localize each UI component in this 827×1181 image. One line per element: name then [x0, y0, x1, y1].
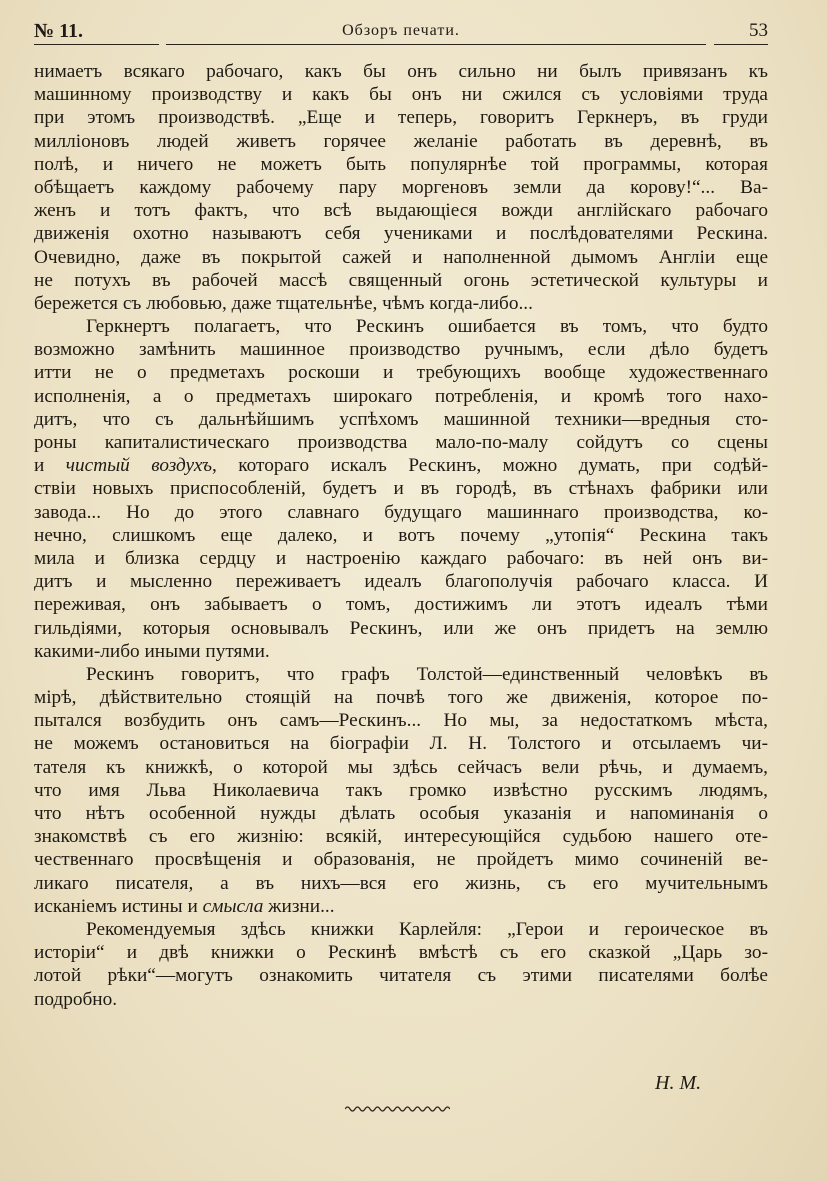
text-line: нимаетъ всякаго рабочаго, какъ бы онъ сильно ни былъ привязанъ къ — [34, 61, 768, 82]
text-line: исполненія, а о предметахъ широкаго потребленія, и кромѣ того нахо- — [34, 385, 768, 407]
text-line: пытался возбудить онъ самъ—Рескинъ... Но мы, за недостаткомъ мѣста, — [34, 710, 768, 732]
text-line: Рескинъ говоритъ, что графъ Толстой—единственный человѣкъ въ — [86, 663, 768, 685]
text-line: дитъ и мысленно переживаетъ идеалъ благополучія рабочаго класса. И — [34, 571, 768, 593]
author-signature: Н. М. — [655, 1072, 702, 1094]
text-line: полѣ, и ничего не можетъ быть популярнѣе той программы, которая — [34, 153, 768, 175]
text-line: Рекомендуемыя здѣсь книжки Карлейля: „Герои и героическое въ — [86, 918, 768, 940]
text-line: не потухъ въ рабочей массѣ священный огонь эстетической культуры и — [34, 269, 768, 291]
text-line: подробно. — [34, 988, 118, 1010]
wavy-ornament-divider — [345, 1104, 450, 1114]
text-line: ствіи новыхъ приспособленій, будетъ и въ городѣ, въ стѣнахъ фабрики или — [34, 478, 768, 500]
text-line: милліоновъ людей живетъ горячее желаніе работать въ деревнѣ, въ — [34, 130, 768, 152]
text-line: ликаго писателя, а въ нихъ—вся его жизнь, съ его мучительнымъ — [34, 872, 768, 894]
header-rule-center — [166, 44, 706, 45]
text-line: тателя къ книжкѣ, о которой мы здѣсь сейчасъ вели рѣчь, и думаемъ, — [34, 756, 768, 778]
text-line: гильдіями, которыя основывалъ Рескинъ, или же онъ придетъ на землю — [34, 617, 768, 639]
text-line: роны капиталистическаго производства мало-по-малу сойдутъ со сцены — [34, 432, 768, 453]
text-line: нечно, слишкомъ еще далеко, и вотъ почему „утопія“ Рескина такъ — [34, 524, 768, 546]
header-rule-right — [714, 44, 768, 45]
text-line: итти не о предметахъ роскоши и требующихъ вообще художественнаго — [34, 362, 768, 384]
text-line: чественнаго просвѣщенія и образованія, не пройдетъ мимо сочиненій ве- — [34, 849, 768, 871]
text-line: завода... Но до этого славнаго будущаго машиннаго производства, ко- — [34, 501, 768, 523]
text-line: возможно замѣнить машинное производство ручнымъ, если дѣло будетъ — [34, 339, 768, 361]
text-line: что имя Льва Николаевича такъ громко извѣстно русскимъ людямъ, — [34, 779, 768, 801]
text-line: женъ и тотъ фактъ, что всѣ выдающіеся вожди англійскаго рабочаго — [34, 200, 768, 222]
text-line: машинному производству и какъ бы онъ ни сжился съ условіями труда — [34, 84, 768, 106]
text-line: не можемъ остановиться на біографіи Л. Н. Толстого и отсылаемъ чи- — [34, 733, 768, 755]
issue-number: № 11. — [34, 20, 83, 42]
text-line: мила и близка сердцу и настроенію каждаго рабочаго: въ ней онъ ви- — [34, 547, 768, 569]
text-line: лотой рѣки“—могутъ ознакомить читателя съ этими писателями болѣе — [34, 965, 768, 987]
text-line: дитъ, что съ дальнѣйшимъ успѣхомъ машинной техники—вредныя сто- — [34, 408, 768, 430]
text-line: исторіи“ и двѣ книжки о Рескинѣ вмѣстѣ съ его сказкой „Царь зо- — [34, 942, 768, 964]
page-number: 53 — [749, 20, 768, 41]
text-line: при этомъ производствѣ. „Еще и теперь, говоритъ Геркнеръ, въ груди — [34, 107, 768, 129]
text-line: знакомствѣ съ его жизнію: всякій, интересующійся судьбою нашего оте- — [34, 826, 768, 848]
text-line: и чистый воздухъ, котораго искалъ Рескинъ, можно думать, при содѣй- — [34, 455, 768, 477]
header-rule-left — [34, 44, 159, 45]
text-line: Очевидно, даже въ покрытой сажей и наполненной дымомъ Англіи еще — [34, 246, 768, 268]
page-header — [34, 20, 768, 46]
text-line: переживая, онъ забываетъ о томъ, достижимъ ли этотъ идеалъ тѣми — [34, 594, 768, 616]
text-line: что нѣтъ особенной нужды дѣлать особыя указанія и напоминанія о — [34, 803, 768, 824]
text-line: движенія охотно называютъ себя учениками и послѣдователями Рескина. — [34, 223, 768, 245]
article-text — [34, 60, 768, 1011]
text-line: обѣщаетъ каждому рабочему пару моргеновъ земли да корову!“... Ва- — [34, 176, 768, 198]
text-line: бережется съ любовью, даже тщательнѣе, чѣмъ когда-либо... — [34, 292, 533, 314]
text-line: какими-либо иными путями. — [34, 640, 270, 662]
text-line: Геркнертъ полагаетъ, что Рескинъ ошибается въ томъ, что будто — [86, 316, 768, 338]
running-title: Обзоръ печати. — [342, 22, 460, 39]
text-line: исканіемъ истины и смысла жизни... — [34, 895, 335, 917]
text-line: мірѣ, дѣйствительно стоящій на почвѣ того же движенія, которое по- — [34, 687, 768, 709]
